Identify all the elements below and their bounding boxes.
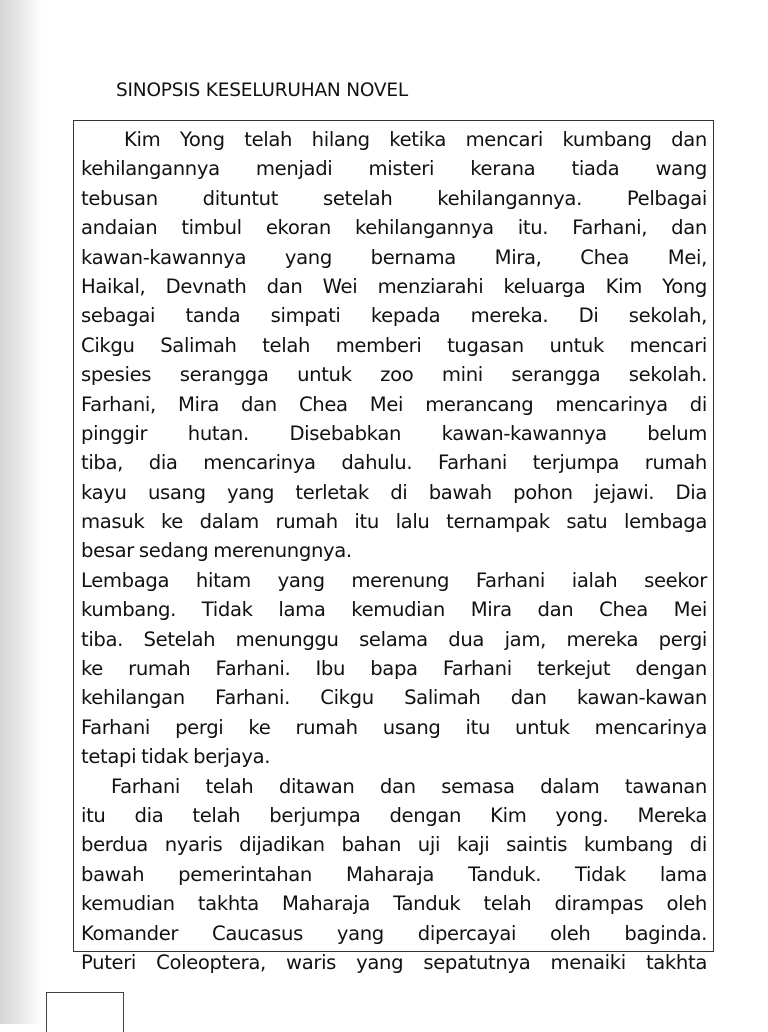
synopsis-line: kayu usang yang terletak di bawah pohon jejawi. Dia [81,480,707,504]
synopsis-line: kehilangannya menjadi misteri kerana tiada wang [81,157,707,181]
synopsis-line: Farhani, Mira dan Chea Mei merancang mencarinya di [81,392,707,416]
synopsis-line: tetapi tidak berjaya. [81,745,271,769]
synopsis-line: Farhani pergi ke rumah usang itu untuk mencarinya [81,715,707,739]
synopsis-line: Haikal, Devnath dan Wei menziarahi keluarga Kim Yong [81,274,707,298]
synopsis-line: andaian timbul ekoran kehilangannya itu. Farhani, dan [81,216,707,240]
synopsis-line: kehilangan Farhani. Cikgu Salimah dan kawan-kawan [81,686,707,710]
synopsis-line: Puteri Coleoptera, waris yang sepatutnya menaiki takhta [81,950,707,974]
synopsis-line: masuk ke dalam rumah itu lalu ternampak satu lembaga [81,510,707,534]
synopsis-line: besar sedang merenungnya. [81,539,352,563]
synopsis-line: tebusan dituntut setelah kehilangannya. Pelbagai [81,186,707,210]
synopsis-line: pinggir hutan. Disebabkan kawan-kawannya belum [81,421,707,445]
synopsis-line: itu dia telah berjumpa dengan Kim yong. Mereka [81,803,707,827]
synopsis-box [73,120,714,974]
synopsis-line: kemudian takhta Maharaja Tanduk telah dirampas oleh [81,892,707,916]
page-title: SINOPSIS KESELURUHAN NOVEL [116,80,408,101]
synopsis-line: spesies serangga untuk zoo mini serangga sekolah. [81,363,707,387]
synopsis-line: Kim Yong telah hilang ketika mencari kumbang dan [124,128,707,151]
synopsis-line: Komander Caucasus yang dipercayai oleh baginda. [81,921,707,945]
synopsis-line: sebagai tanda simpati kepada mereka. Di sekolah, [81,304,707,328]
synopsis-line: Farhani telah ditawan dan semasa dalam tawanan [111,774,707,798]
synopsis-line: kawan-kawannya yang bernama Mira, Chea Mei, [81,245,707,269]
synopsis-line: Cikgu Salimah telah memberi tugasan untuk mencari [81,333,707,357]
synopsis-line: bawah pemerintahan Maharaja Tanduk. Tidak lama [81,862,707,886]
page-edge-shadow [0,0,42,1024]
synopsis-line: kumbang. Tidak lama kemudian Mira dan Chea Mei [81,598,707,622]
synopsis-line: ke rumah Farhani. Ibu bapa Farhani terkejut dengan [81,657,707,681]
page-number-tab [46,992,124,1032]
synopsis-line: tiba, dia mencarinya dahulu. Farhani terjumpa rumah [81,451,707,475]
synopsis-line: Lembaga hitam yang merenung Farhani ialah seekor [81,568,707,592]
synopsis-line: berdua nyaris dijadikan bahan uji kaji saintis kumbang di [81,833,707,857]
synopsis-line: tiba. Setelah menunggu selama dua jam, mereka pergi [81,627,707,651]
